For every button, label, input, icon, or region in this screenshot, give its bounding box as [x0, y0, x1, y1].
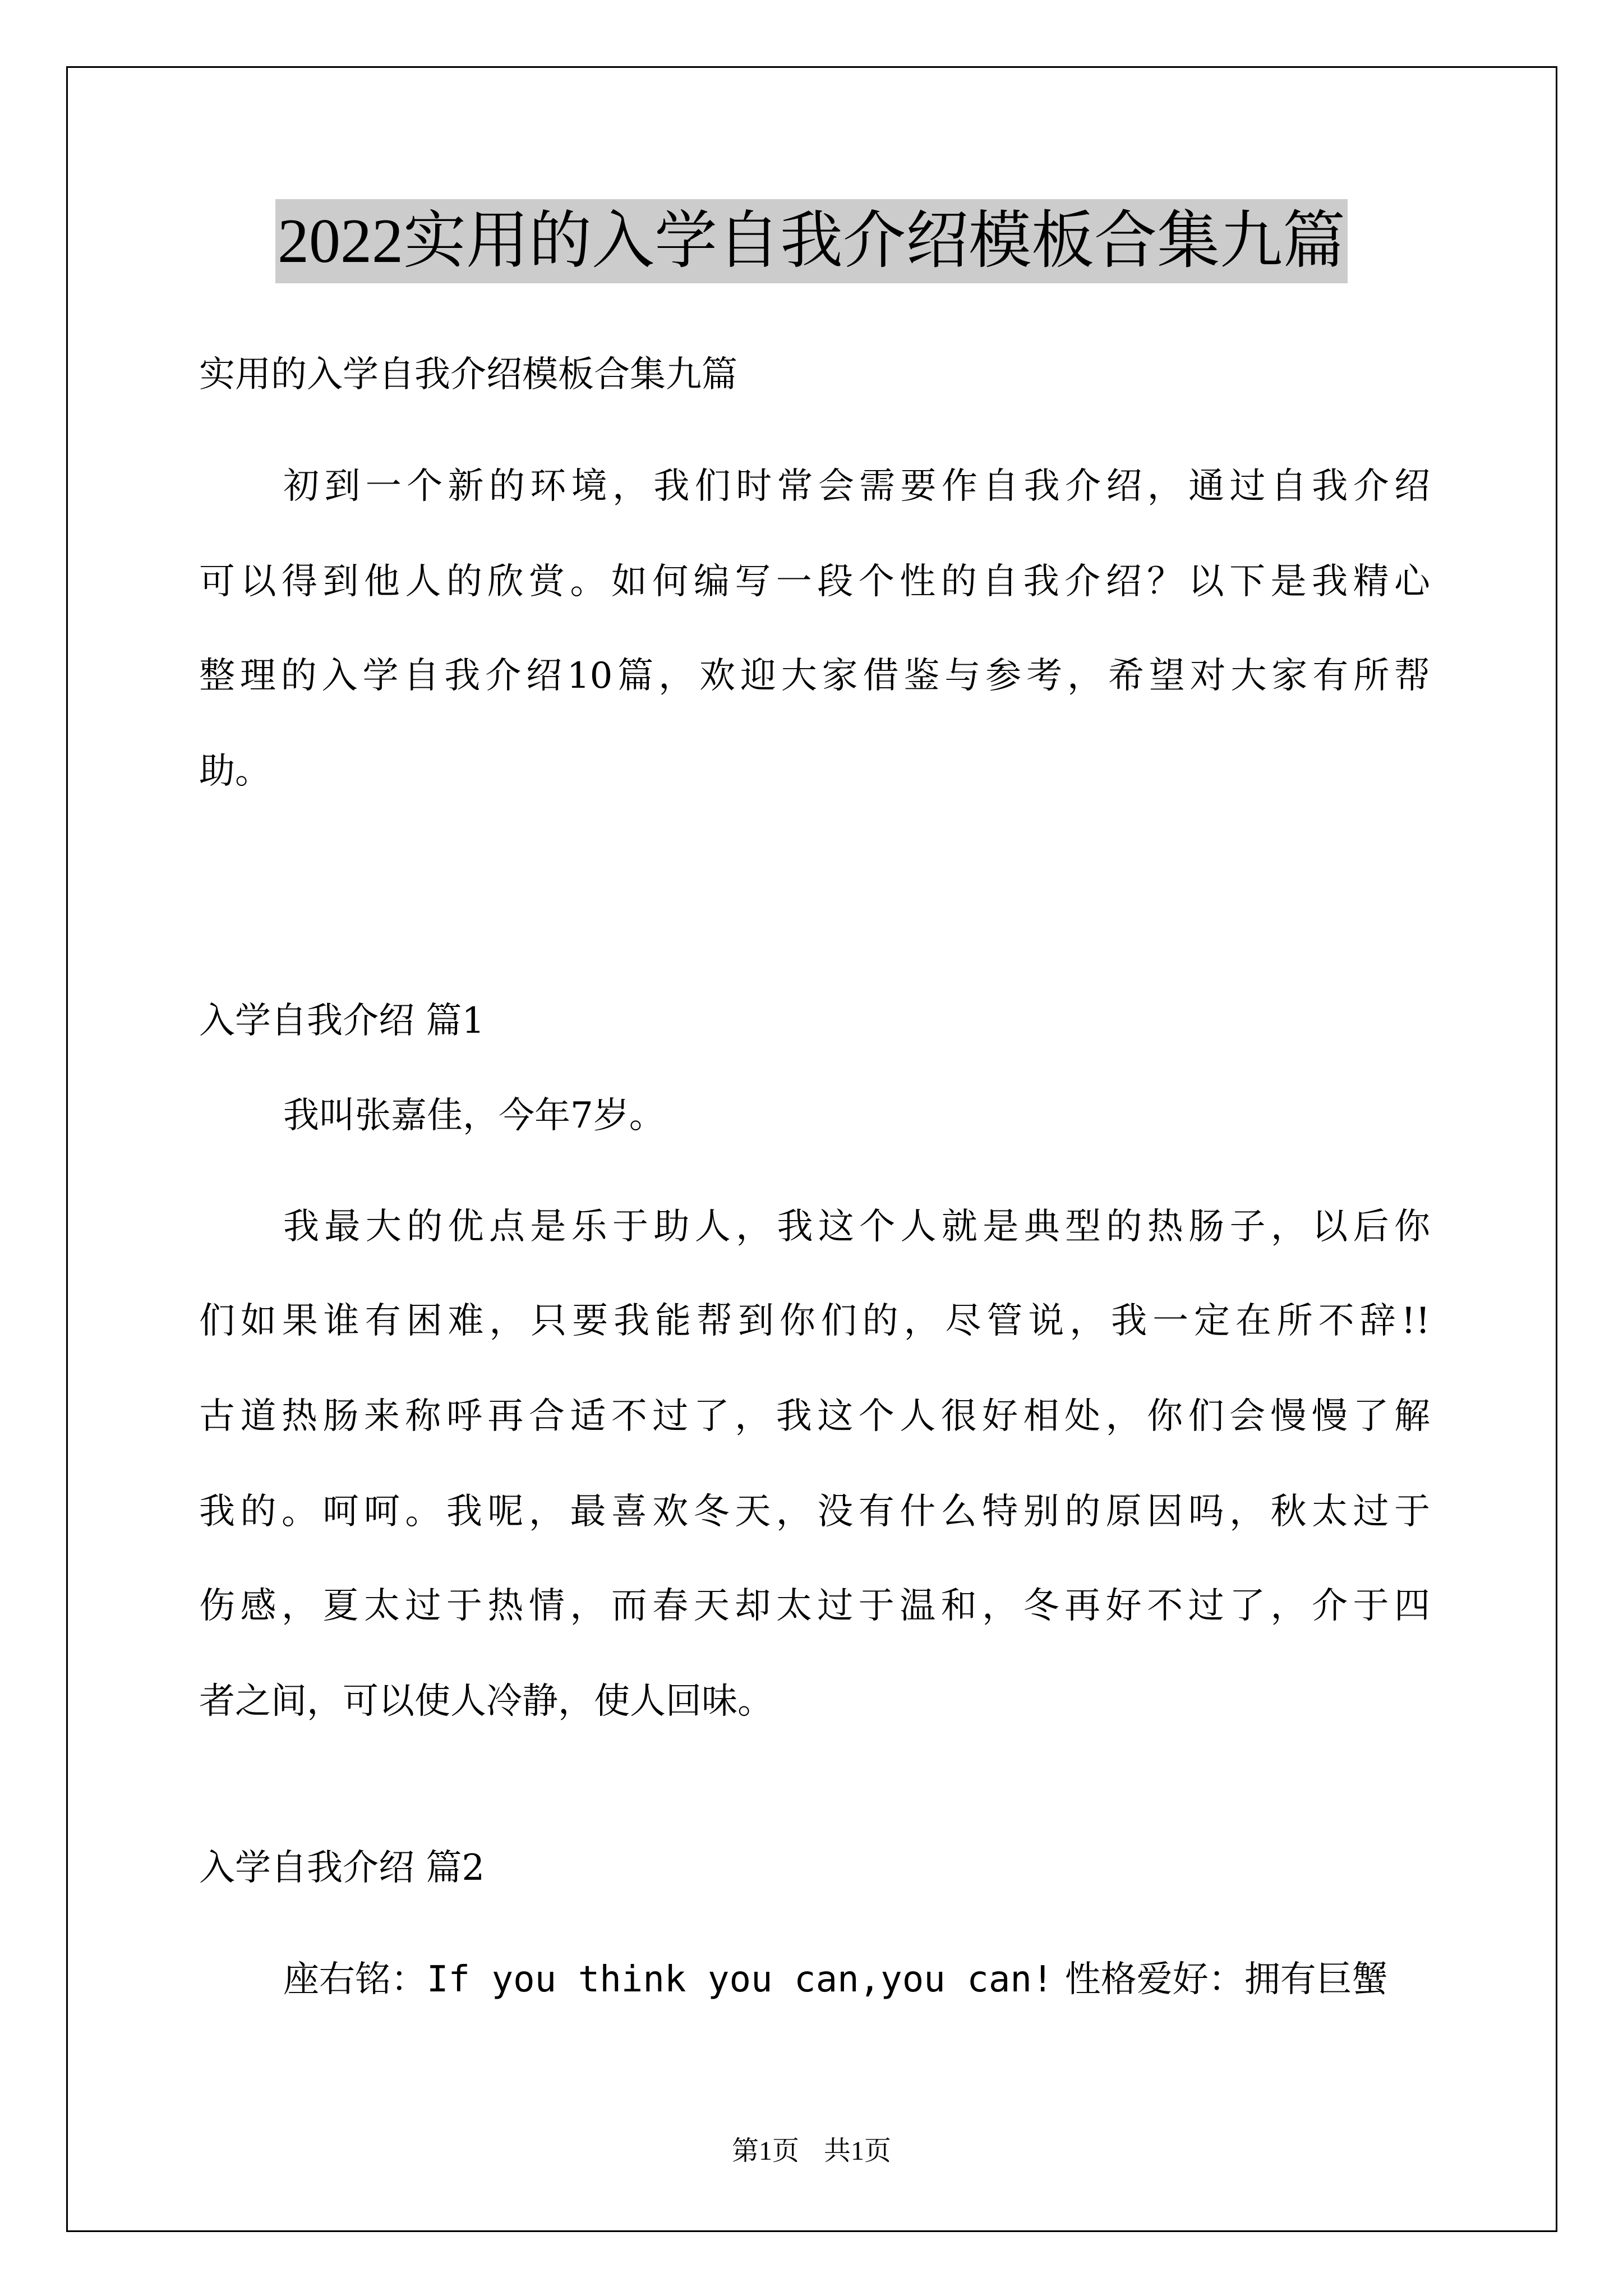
paragraph-line: 伤感，夏太过于热情，而春天却太过于温和，冬再好不过了，介于四 — [199, 1585, 1430, 1627]
document-title: 2022实用的入学自我介绍模板合集九篇 — [275, 199, 1348, 283]
document-subtitle: 实用的入学自我介绍模板合集九篇 — [199, 354, 737, 395]
paragraph-line: 古道热肠来称呼再合适不过了，我这个人很好相处，你们会慢慢了解 — [199, 1396, 1430, 1437]
intro-line: 助。 — [199, 751, 271, 792]
intro-line: 可以得到他人的欣赏。如何编写一段个性的自我介绍？以下是我精心 — [199, 561, 1430, 602]
paragraph-line: 我的。呵呵。我呢，最喜欢冬天，没有什么特别的原因吗，秋太过于 — [199, 1491, 1430, 1533]
motto-label: 座右铭： — [283, 1959, 427, 2000]
intro-line: 整理的入学自我介绍10篇，欢迎大家借鉴与参考，希望对大家有所帮 — [199, 655, 1430, 697]
page-footer — [0, 2134, 1623, 2168]
paragraph: 我叫张嘉佳，今年7岁。 — [283, 1095, 665, 1137]
page-number: 第1页 — [731, 2136, 799, 2166]
hobby-text: 性格爱好：拥有巨蟹 — [1064, 1959, 1388, 2000]
section-heading: 入学自我介绍 篇2 — [199, 1847, 485, 1889]
paragraph-line: 们如果谁有困难，只要我能帮到你们的，尽管说，我一定在所不辞!! — [199, 1300, 1430, 1342]
paragraph — [283, 1954, 1388, 2005]
title-block — [0, 199, 1623, 283]
paragraph-line: 者之间，可以使人冷静，使人回味。 — [199, 1681, 773, 1722]
paragraph-line: 我最大的优点是乐于助人，我这个人就是典型的热肠子，以后你 — [283, 1206, 1430, 1248]
section-heading: 入学自我介绍 篇1 — [199, 1000, 485, 1042]
intro-line: 初到一个新的环境，我们时常会需要作自我介绍，通过自我介绍 — [283, 466, 1430, 507]
motto-text: If you think you can,you can! — [427, 1959, 1054, 2000]
page-total: 共1页 — [824, 2136, 892, 2166]
